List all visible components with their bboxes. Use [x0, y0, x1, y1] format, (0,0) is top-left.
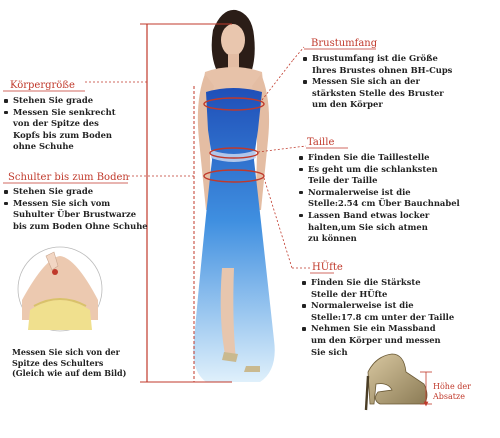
- huefte-line: Stelle:17.8 cm unter der Taille: [311, 311, 455, 322]
- shoulder-note-line: Messen Sie sich von der: [12, 347, 120, 357]
- taille-line: Teile der Taille: [308, 175, 378, 186]
- taille-line: zu können: [308, 233, 357, 244]
- hip-leader: [264, 178, 292, 268]
- high-heel-icon: [366, 354, 432, 410]
- brustumfang-text: [303, 53, 452, 111]
- huefte-line: Finden Sie die Stärkste: [302, 277, 454, 289]
- model-face: [221, 24, 245, 56]
- model-figure: [193, 10, 275, 382]
- shoulder-inset: [18, 247, 102, 331]
- schulter-boden-line: Stehen Sie grade: [4, 186, 148, 198]
- brustumfang-line: Brustumfang ist die Größe: [303, 53, 452, 65]
- taille-line: halten,um Sie sich atmen: [308, 221, 428, 232]
- brustumfang-title: Brustumfang: [311, 38, 378, 49]
- brustumfang-line: Messen Sie sich an der: [303, 76, 452, 88]
- huefte-line: um den Körper und messen: [311, 334, 441, 345]
- huefte-line: Normalerweise ist die: [302, 300, 454, 312]
- koerpergroesse-line: Kopfs bis zum Boden: [13, 129, 112, 140]
- schulter-boden-line: Messen Sie sich vom: [4, 198, 148, 210]
- koerpergroesse-line: Messen Sie senkrecht: [4, 107, 116, 119]
- taille-text: [299, 152, 460, 245]
- huefte-line: Sie sich: [311, 346, 348, 357]
- shoulder-note-line: (Gleich wie auf dem Bild): [12, 368, 127, 378]
- model-shoe-right: [244, 366, 260, 372]
- huefte-title: HÜfte: [312, 262, 343, 273]
- schulter-boden-line: Suhulter Über Brustwarze: [13, 209, 137, 220]
- huefte-line: Nehmen Sie ein Massband: [302, 323, 454, 335]
- schulter-boden-text: [4, 186, 148, 232]
- huefte-line: Stelle der HÜfte: [311, 288, 388, 299]
- taille-line: Stelle:2.54 cm Über Bauchnabel: [308, 198, 460, 209]
- brustumfang-line: Ihres Brustes ohnen BH-Cups: [312, 64, 453, 75]
- schulter-boden-line: bis zum Boden Ohne Schuhe: [13, 220, 148, 231]
- heel-label-line: Höhe der: [433, 382, 471, 391]
- taille-title: Taille: [307, 137, 335, 148]
- koerpergroesse-line: von der Spitze des: [13, 118, 99, 129]
- heel-height-label: [433, 382, 471, 402]
- shoulder-note: [12, 347, 126, 379]
- taille-line: Normalerweise ist die: [299, 187, 460, 199]
- taille-line: Finden Sie die Taillestelle: [299, 152, 460, 164]
- koerpergroesse-title: Körpergröße: [10, 80, 75, 91]
- brustumfang-line: stärksten Stelle des Bruster: [312, 87, 444, 98]
- koerpergroesse-line: Stehen Sie grade: [4, 95, 116, 107]
- taille-line: Lassen Band etwas locker: [299, 210, 460, 222]
- taille-line: Es geht um die schlanksten: [299, 164, 460, 176]
- brustumfang-line: um den Körper: [312, 99, 383, 110]
- koerpergroesse-line: ohne Schuhe: [13, 141, 74, 152]
- koerpergroesse-text: [4, 95, 116, 153]
- huefte-text: [302, 277, 454, 358]
- schulter-boden-title: Schulter bis zum Boden: [8, 172, 129, 183]
- heel-label-line: Absatze: [433, 392, 465, 401]
- shoulder-note-line: Spitze des Schulters: [12, 357, 104, 368]
